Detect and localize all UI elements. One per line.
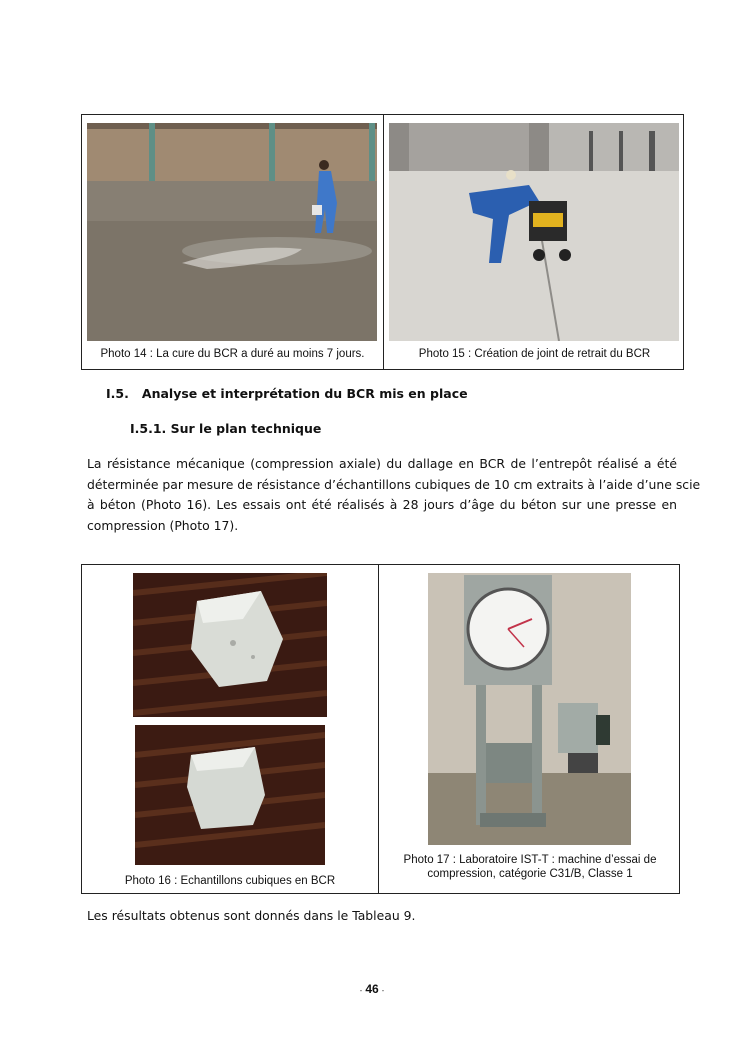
- photo-15-caption: Photo 15 : Création de joint de retrait du BCR: [418, 348, 651, 360]
- page-number-dot-left: -: [359, 986, 363, 995]
- paragraph-resistance: [87, 454, 701, 536]
- page-number-dot-right: -: [381, 986, 385, 995]
- figure-table-photos-16-17: [81, 564, 680, 894]
- paragraph-line: déterminée par mesure de résistance d’échantillons cubiques de 10 cm extraits à l’aide d’une scie: [87, 476, 701, 492]
- photo-16-caption: Photo 16 : Echantillons cubiques en BCR: [124, 875, 336, 887]
- photo-17-caption-line-2: compression, catégorie C31/B, Classe 1: [427, 868, 633, 880]
- photo-17-caption-line-1: Photo 17 : Laboratoire IST-T : machine d’essai de: [403, 854, 657, 866]
- paragraph-line: La résistance mécanique (compression axiale) du dallage en BCR de l’entrepôt réalisé a été: [87, 456, 677, 471]
- page-number: [0, 982, 744, 996]
- page-number-value: 46: [365, 982, 379, 996]
- figure-divider: [383, 115, 384, 369]
- photo-15-joint-cutting-image: [389, 123, 679, 341]
- photo-16-cube-image-top: [133, 573, 327, 717]
- photo-17-compression-machine-image: [428, 573, 631, 845]
- section-heading-i5: I.5. Analyse et interprétation du BCR mis en place: [106, 386, 468, 401]
- photo-14-curing-image: [87, 123, 377, 341]
- figure-divider: [378, 565, 379, 893]
- paragraph-line: compression (Photo 17).: [87, 517, 239, 533]
- paragraph-line: à béton (Photo 16). Les essais ont été réalisés à 28 jours d’âge du béton sur une presse en: [87, 497, 677, 512]
- section-heading-i51: I.5.1. Sur le plan technique: [130, 421, 322, 436]
- photo-14-caption: Photo 14 : La cure du BCR a duré au moins 7 jours.: [100, 348, 365, 360]
- figure-table-photos-14-15: [81, 114, 684, 370]
- paragraph-line: Les résultats obtenus sont donnés dans le Tableau 9.: [87, 908, 416, 923]
- photo-16-cube-image-bottom: [135, 725, 325, 865]
- paragraph-results: [87, 906, 677, 927]
